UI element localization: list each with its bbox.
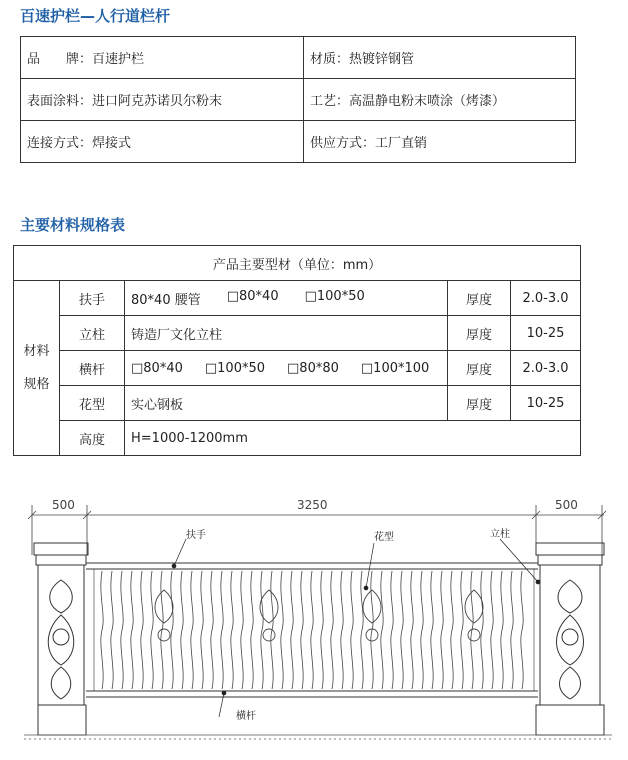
pattern-bar (261, 571, 263, 689)
pattern-bar (211, 571, 213, 689)
product-info-table (20, 36, 576, 163)
pattern-bar (361, 571, 363, 689)
info-cell: 材质：热镀锌钢管 (304, 37, 576, 79)
thickness-value: 2.0-3.0 (511, 281, 581, 316)
spec-item: □80*40 (226, 288, 279, 304)
pattern-bar (241, 571, 243, 689)
section2-title: 主要材料规格表 (20, 216, 126, 234)
pattern-bar (501, 571, 503, 689)
info-cell: 连接方式：焊接式 (21, 121, 304, 163)
pattern-bar (451, 571, 453, 689)
table-header: 产品主要型材（单位：mm） (14, 246, 581, 281)
thickness-label: 厚度 (448, 386, 511, 421)
pattern-bar (171, 571, 173, 689)
row-name: 横杆 (60, 351, 125, 386)
pattern-bar (251, 571, 253, 689)
pattern-bar (391, 571, 393, 689)
pattern-bar (401, 571, 403, 689)
pattern-bar (181, 571, 183, 689)
right-post (536, 543, 604, 735)
pattern-bar (421, 571, 423, 689)
row-name: 扶手 (60, 281, 125, 316)
info-cell: 供应方式：工厂直销 (304, 121, 576, 163)
spec-cell (125, 316, 448, 351)
table-row (14, 281, 581, 316)
table-row (21, 79, 576, 121)
table-row (14, 351, 581, 386)
group-label: 材料规格 (14, 281, 60, 456)
pattern-bar (331, 571, 333, 689)
thickness-value: 10-25 (511, 316, 581, 351)
pattern-bar (101, 571, 103, 689)
spec-item: 铸造厂文化立柱 (131, 327, 223, 343)
pattern-bar (191, 571, 193, 689)
spec-list (131, 289, 441, 308)
row-name: 高度 (60, 421, 125, 456)
spec-cell (125, 281, 448, 316)
info-cell: 品 牌：百速护栏 (21, 37, 304, 79)
table-row (14, 386, 581, 421)
spec-item: □80*40 (131, 360, 183, 376)
pattern-bar (121, 571, 123, 689)
spec-cell (125, 386, 448, 421)
spec-list (131, 361, 441, 376)
pattern-bar (351, 571, 353, 689)
pattern-bar (371, 571, 373, 689)
left-post (34, 543, 88, 735)
pattern-bar (341, 571, 343, 689)
spec-item: □100*50 (304, 288, 365, 304)
pattern-bar (221, 571, 223, 689)
dim-middle: 3250 (297, 498, 328, 512)
spec-item: □100*100 (360, 360, 430, 376)
section1-title: 百速护栏—人行道栏杆 (20, 7, 171, 25)
dim-left: 500 (52, 498, 75, 512)
pattern-bar (201, 571, 203, 689)
table-header-row (14, 246, 581, 281)
pattern-bar (311, 571, 313, 689)
table-row (21, 121, 576, 163)
pattern-bar (231, 571, 233, 689)
spec-cell (125, 351, 448, 386)
label-rail: 横杆 (236, 711, 256, 722)
pattern-bar (441, 571, 443, 689)
height-value: H=1000-1200mm (125, 421, 581, 456)
thickness-label: 厚度 (448, 281, 511, 316)
railing-drawing (14, 495, 614, 755)
pattern-bar (321, 571, 323, 689)
pattern-bar (281, 571, 283, 689)
row-name: 立柱 (60, 316, 125, 351)
pattern-bar (381, 571, 383, 689)
pattern-bar (111, 571, 113, 689)
leaders (172, 539, 540, 717)
info-cell: 工艺：高温静电粉末喷涂（烤漆） (304, 79, 576, 121)
pattern-bar (521, 571, 523, 689)
pattern-bar (141, 571, 143, 689)
pattern-bar (411, 571, 413, 689)
label-handrail: 扶手 (186, 530, 206, 541)
flower-motifs (155, 590, 483, 641)
row-name: 花型 (60, 386, 125, 421)
pattern-bar (511, 571, 513, 689)
info-cell: 表面涂料：进口阿克苏诺贝尔粉末 (21, 79, 304, 121)
thickness-label: 厚度 (448, 351, 511, 386)
table-row (14, 421, 581, 456)
spec-item: □100*50 (204, 360, 266, 376)
pattern-bar (491, 571, 493, 689)
pattern-bar (431, 571, 433, 689)
label-pattern: 花型 (374, 532, 394, 543)
thickness-value: 10-25 (511, 386, 581, 421)
material-spec-table (13, 245, 581, 456)
pattern-bar (461, 571, 463, 689)
pattern-bar (301, 571, 303, 689)
thickness-value: 2.0-3.0 (511, 351, 581, 386)
pattern-bar (131, 571, 133, 689)
table-row (21, 37, 576, 79)
spec-item: 80*40 腰管 (131, 292, 201, 308)
thickness-label: 厚度 (448, 316, 511, 351)
spec-item: □80*80 (287, 360, 339, 376)
table-row (14, 316, 581, 351)
pattern-bar (481, 571, 483, 689)
dim-right: 500 (555, 498, 578, 512)
pattern-bar (151, 571, 153, 689)
pattern-bars (101, 571, 523, 689)
spec-item: 实心钢板 (131, 397, 184, 413)
ground-line (24, 735, 612, 739)
pattern-bar (291, 571, 293, 689)
label-post: 立柱 (490, 529, 510, 540)
